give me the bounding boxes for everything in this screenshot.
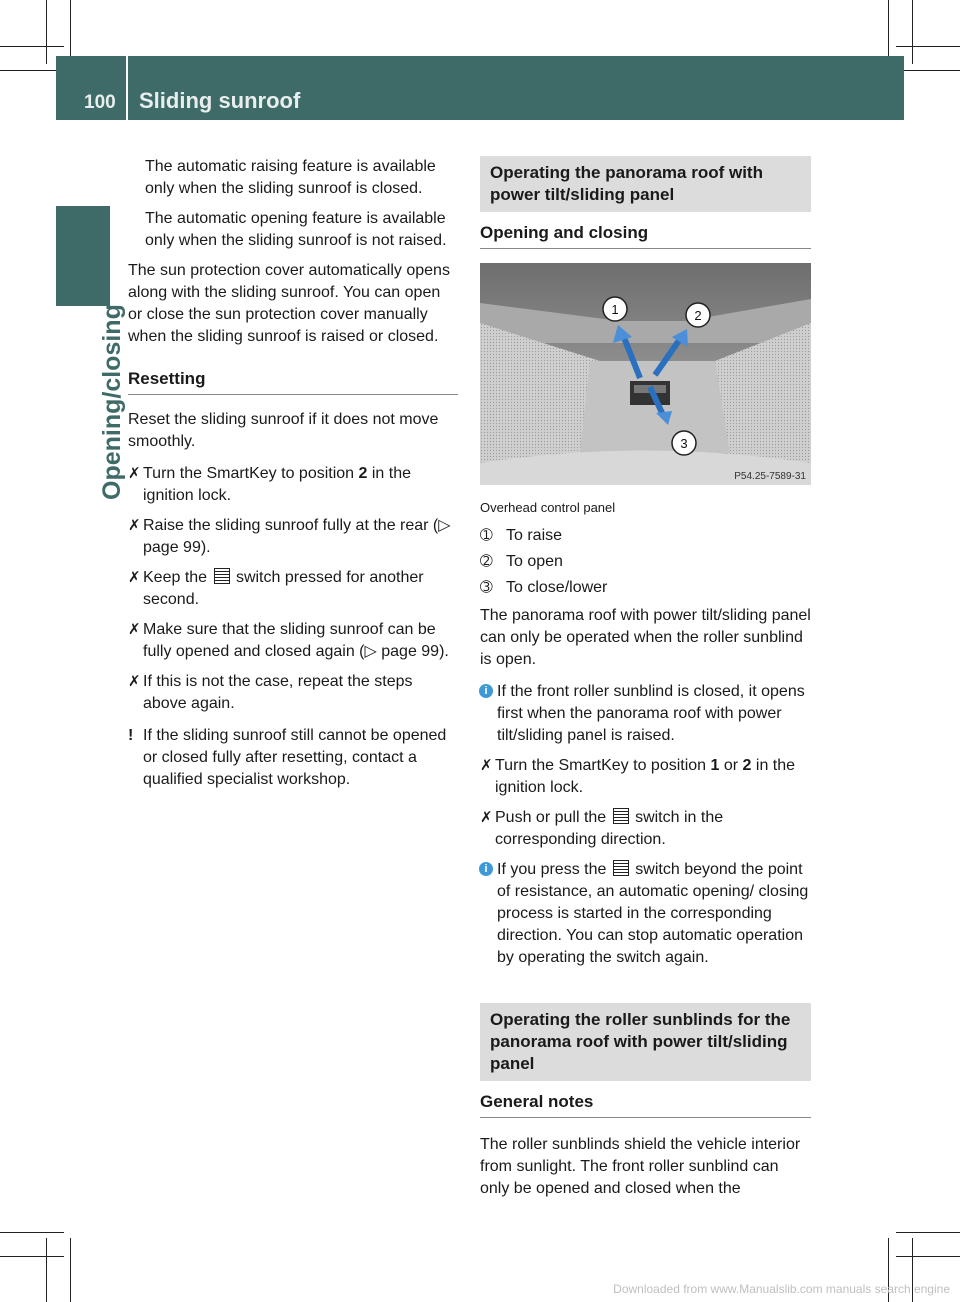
page-number: 100 (84, 92, 116, 113)
figure-caption: Overhead control panel (480, 500, 616, 515)
footer-watermark: Downloaded from www.Manualslib.com manuals search engine (613, 1282, 950, 1296)
right-column (480, 156, 811, 1210)
paragraph-sun-protection: The sun protection cover automatically opens along with the sliding sunroof. You can open or close the sun protection cover manually when the sliding sunroof is raised or closed. (128, 262, 450, 345)
section-heading-panorama: Operating the panorama roof with power tilt/sliding panel (480, 156, 811, 212)
crop-mark (0, 46, 64, 47)
crop-mark (888, 0, 889, 64)
info-icon: i (479, 862, 493, 876)
left-column (128, 156, 458, 791)
step-marker: ✗ (480, 757, 493, 774)
step-marker: ✗ (128, 673, 141, 690)
page-title: Sliding sunroof (139, 88, 301, 113)
step-marker: ✗ (128, 569, 141, 586)
step-marker: ✗ (480, 809, 493, 826)
legend-number: ➁ (480, 553, 493, 570)
section-heading-sunblinds: Operating the roller sunblinds for the panorama roof with power tilt/sliding panel (480, 1003, 811, 1081)
heading-general-notes: General notes (480, 1091, 811, 1118)
paragraph-reset: Reset the sliding sunroof if it does not move smoothly. (128, 411, 439, 450)
crop-mark (46, 0, 47, 64)
legend-number: ➀ (480, 527, 493, 544)
crop-mark (0, 1256, 64, 1257)
step-item: ✗ Raise the sliding sunroof fully at the rear (▷ page 99). (128, 517, 451, 556)
legend-item: ➀ To raise (480, 525, 811, 547)
info-note: i If you press the switch beyond the point of resistance, an automatic opening/ closing process is started in the corresponding direction. You can stop automatic operation by operating the switch again. (480, 859, 811, 969)
info-note: i If the front roller sunblind is closed, it opens first when the panorama roof with power tilt/sliding panel is raised. (480, 681, 811, 747)
heading-resetting: Resetting (128, 368, 458, 395)
overhead-panel-illustration (480, 263, 811, 485)
legend-item: ➁ To open (480, 551, 811, 573)
side-tab-block (56, 206, 110, 306)
heading-opening-closing: Opening and closing (480, 222, 811, 249)
callout-2: 2 (694, 308, 702, 323)
note-raising: The automatic raising feature is available only when the sliding sunroof is closed. (145, 158, 436, 197)
step-marker: ✗ (128, 621, 141, 638)
crop-mark (70, 1238, 71, 1302)
header-divider (126, 56, 128, 120)
crop-mark (896, 70, 960, 71)
warning-note: ! If the sliding sunroof still cannot be opened or closed fully after resetting, contact a qualified specialist workshop. (128, 727, 447, 788)
paragraph-panorama: The panorama roof with power tilt/sliding panel can only be operated when the roller sunblind is open. (480, 607, 811, 668)
callout-3: 3 (680, 436, 688, 451)
step-item: ✗ Keep the switch pressed for another second. (128, 569, 424, 608)
figure-code: P54.25-7589-31 (734, 471, 806, 482)
step-item: ✗ Turn the SmartKey to position 2 in the ignition lock. (128, 465, 412, 504)
step-item: ✗ Push or pull the switch in the corresponding direction. (480, 809, 724, 848)
crop-mark (0, 1232, 64, 1233)
crop-mark (896, 1232, 960, 1233)
step-item: ✗ Make sure that the sliding sunroof can be fully opened and closed again (▷ page 99). (128, 621, 449, 660)
legend-item: ➂ To close/lower (480, 577, 811, 599)
crop-mark (0, 70, 64, 71)
crop-mark (46, 1238, 47, 1302)
switch-icon (613, 860, 629, 876)
legend-number: ➂ (480, 579, 493, 596)
callout-1: 1 (611, 302, 619, 317)
note-opening: The automatic opening feature is available only when the sliding sunroof is not raised. (145, 210, 447, 249)
step-item: ✗ If this is not the case, repeat the steps above again. (128, 673, 413, 712)
info-icon: i (479, 684, 493, 698)
crop-mark (912, 0, 913, 64)
step-marker: ✗ (128, 465, 141, 482)
crop-mark (896, 46, 960, 47)
step-item: ✗ Turn the SmartKey to position 1 or 2 in the ignition lock. (480, 757, 796, 796)
crop-mark (896, 1256, 960, 1257)
crop-mark (70, 0, 71, 64)
paragraph-sunblinds: The roller sunblinds shield the vehicle interior from sunlight. The front roller sunblind can only be opened and closed when the (480, 1136, 801, 1197)
overhead-panel-photo (480, 263, 811, 485)
chapter-label: Opening/closing (98, 304, 126, 500)
step-marker: ✗ (128, 517, 141, 534)
switch-icon (214, 568, 230, 584)
warning-icon: ! (128, 727, 134, 744)
switch-icon (613, 808, 629, 824)
